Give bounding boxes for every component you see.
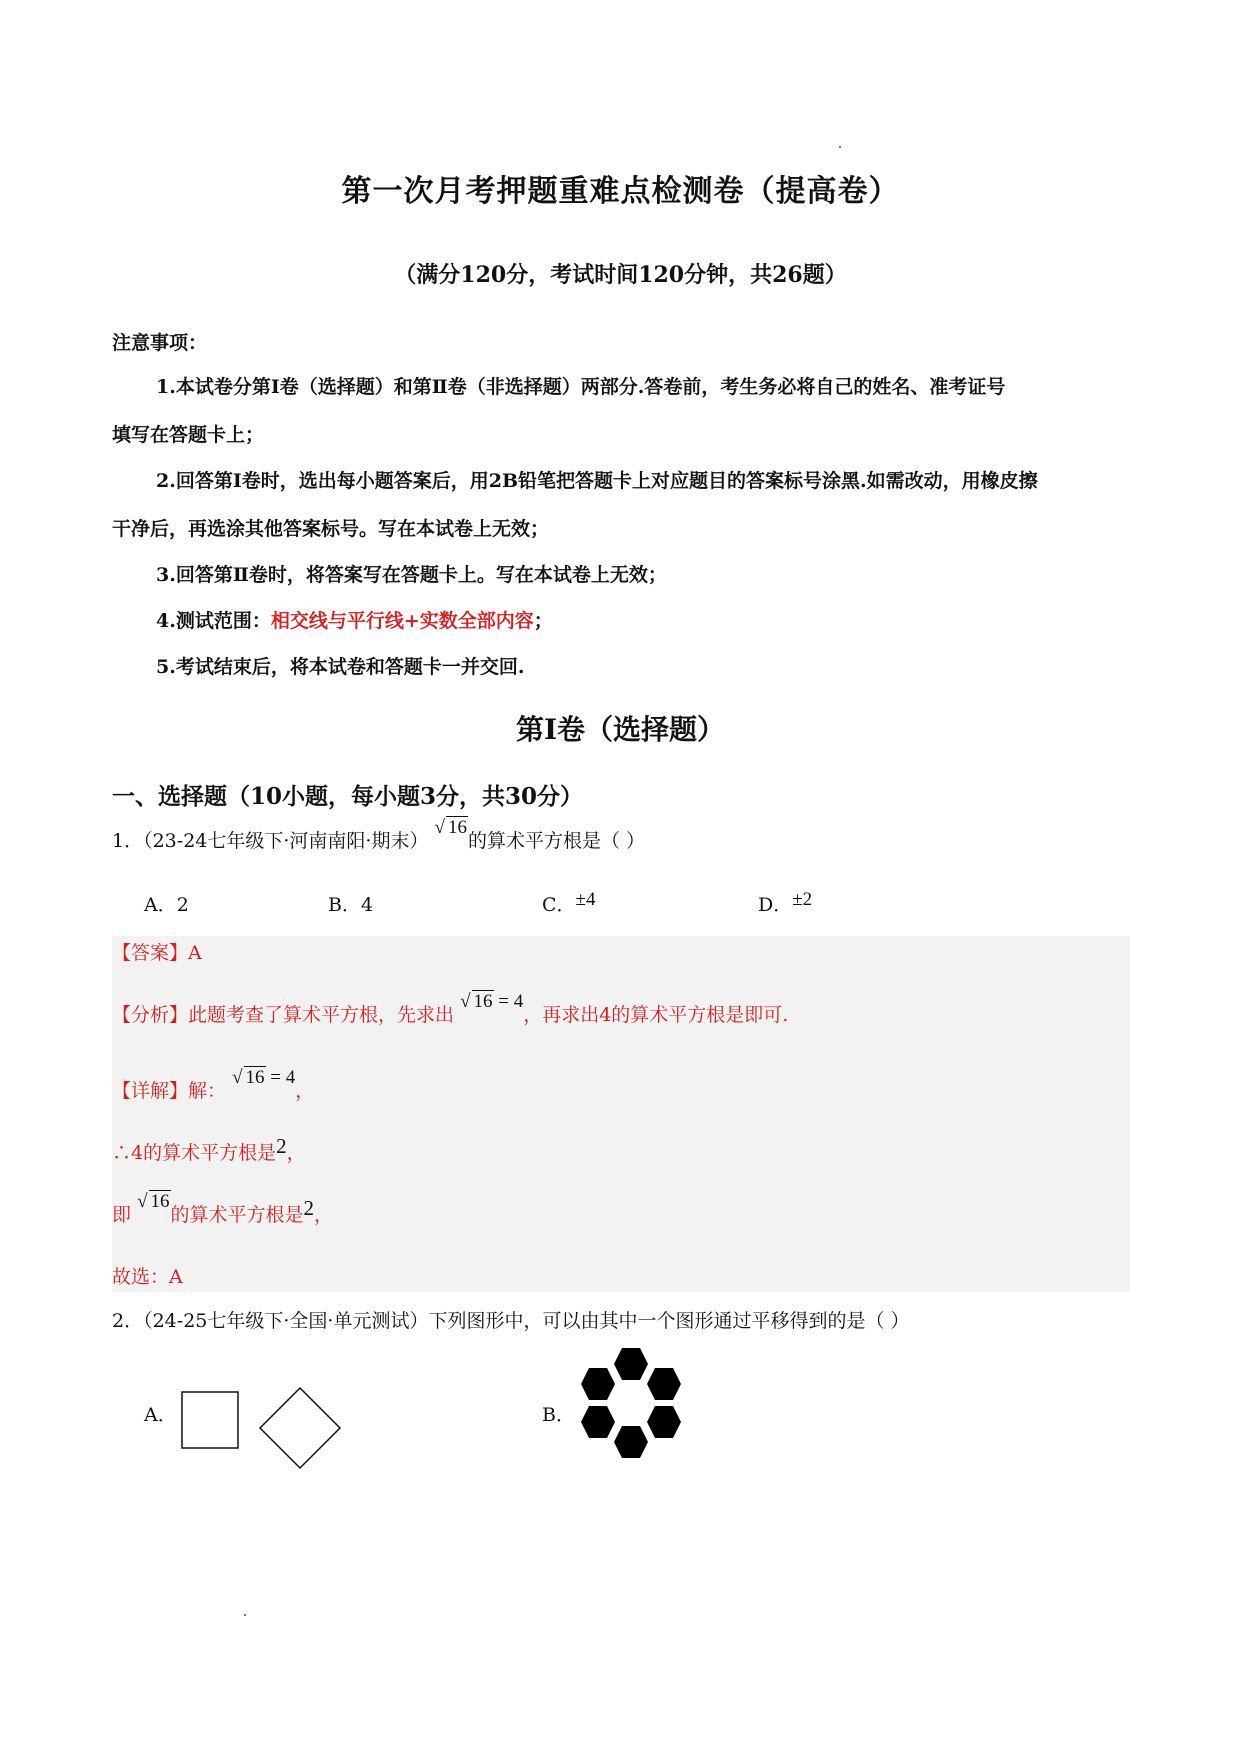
q1-option-b: B．4 — [328, 894, 374, 916]
note-item-1-cont: 填写在答题卡上； — [112, 424, 265, 446]
notes-heading: 注意事项： — [112, 332, 208, 354]
note-item-4-prefix: 4.测试范围： — [156, 610, 271, 632]
q1-therefore-line — [112, 1134, 306, 1165]
q1-option-c — [542, 890, 595, 917]
detail-sqrt: √ 16 = 4 — [232, 1067, 296, 1088]
q2-option-a-label: A． — [144, 1404, 177, 1426]
q2-stem: 下列图形中，可以由其中一个图形通过平移得到的是（ ） — [428, 1310, 910, 1332]
therefore-value: 2 — [276, 1134, 287, 1158]
detail-prefix: 【详解】解： — [112, 1080, 227, 1102]
hexagon-upper-left — [581, 1368, 615, 1400]
q1-detail — [112, 1067, 315, 1103]
analysis-radicand: 16 — [473, 991, 493, 1012]
q1-option-d-label: D． — [758, 894, 793, 916]
scan-dot — [839, 146, 841, 148]
hexagon-upper-right — [647, 1368, 681, 1400]
analysis-sqrt: √ 16 = 4 — [460, 991, 524, 1012]
scan-dot-bottom — [244, 1614, 246, 1616]
q1-sqrt: √ 16 — [434, 817, 467, 838]
note-item-2-cont: 干净后，再选涂其他答案标号。写在本试卷上无效； — [112, 518, 550, 540]
ji-comma: ， — [314, 1204, 334, 1226]
ji-radicand: 16 — [150, 1191, 170, 1212]
ji-value: 2 — [303, 1196, 315, 1220]
exam-info: （满分120分，考试时间120分钟，共26题） — [394, 262, 847, 288]
q1-option-a: A．2 — [144, 894, 189, 916]
q1-option-c-label: C． — [542, 894, 576, 916]
ji-suffix: 的算术平方根是 — [170, 1204, 304, 1226]
hexagon-lower-left — [581, 1406, 615, 1438]
answer-panel — [112, 936, 1130, 1292]
q1-option-d — [758, 890, 812, 917]
note-item-1: 1.本试卷分第Ⅰ卷（选择题）和第Ⅱ卷（非选择题）两部分.答卷前，考生务必将自己的姓名、准考证号 — [156, 376, 1006, 398]
note-item-5: 5.考试结束后，将本试卷和答题卡一并交回. — [156, 656, 525, 678]
ji-sqrt: √ 16 — [137, 1191, 170, 1212]
rotated-square-shape — [260, 1388, 340, 1468]
q1-stem-suffix: 的算术平方根是（ ） — [467, 830, 645, 852]
q1-ji-line — [112, 1191, 334, 1227]
hexagon-bottom — [614, 1426, 648, 1458]
q1-source: （23-24七年级下·河南南阳·期末） — [143, 830, 429, 852]
detail-radicand: 16 — [245, 1067, 265, 1088]
page-title: 第一次月考押题重难点检测卷（提高卷） — [341, 174, 900, 209]
detail-comma: ， — [295, 1080, 315, 1102]
q2-source: （24-25七年级下·全国·单元测试） — [143, 1310, 429, 1332]
q1-option-d-value: ±2 — [792, 889, 813, 910]
detail-eq: = 4 — [270, 1067, 296, 1088]
q2-option-b-figure — [578, 1340, 698, 1460]
q1-choice: 故选：A — [112, 1266, 183, 1288]
therefore-text: ∴4的算术平方根是 — [112, 1142, 277, 1164]
hexagon-top — [614, 1348, 648, 1380]
q1-analysis — [112, 991, 789, 1027]
q1-option-c-value: ±4 — [575, 889, 596, 910]
q2-number: 2． — [112, 1310, 144, 1332]
q1-radicand: 16 — [447, 817, 467, 838]
analysis-prefix: 【分析】此题考查了算术平方根，先求出 — [112, 1004, 455, 1026]
therefore-comma: ， — [286, 1142, 306, 1164]
part-heading: 一、选择题（10小题，每小题3分，共30分） — [112, 783, 584, 810]
question-1 — [112, 817, 645, 853]
note-item-4-suffix: ； — [533, 610, 553, 632]
square-shape — [182, 1392, 238, 1448]
note-item-3: 3.回答第Ⅱ卷时，将答案写在答题卡上。写在本试卷上无效； — [156, 564, 667, 586]
ji-text: 即 — [112, 1204, 132, 1226]
hexagon-lower-right — [647, 1406, 681, 1438]
test-scope: 相交线与平行线+实数全部内容 — [270, 610, 534, 632]
note-item-2: 2.回答第Ⅰ卷时，选出每小题答案后，用2B铅笔把答题卡上对应题目的答案标号涂黑.如需改动，用橡皮擦 — [156, 470, 1038, 492]
note-item-4 — [156, 606, 553, 633]
q2-option-a-figure — [176, 1380, 346, 1490]
analysis-eq: = 4 — [498, 991, 524, 1012]
analysis-suffix: ，再求出4的算术平方根是即可. — [523, 1004, 789, 1026]
section-title: 第I卷（选择题） — [515, 713, 726, 746]
q1-answer: 【答案】A — [112, 942, 202, 964]
q2-option-b-label: B． — [542, 1404, 575, 1426]
q1-number: 1． — [112, 830, 144, 852]
question-2 — [112, 1306, 910, 1333]
